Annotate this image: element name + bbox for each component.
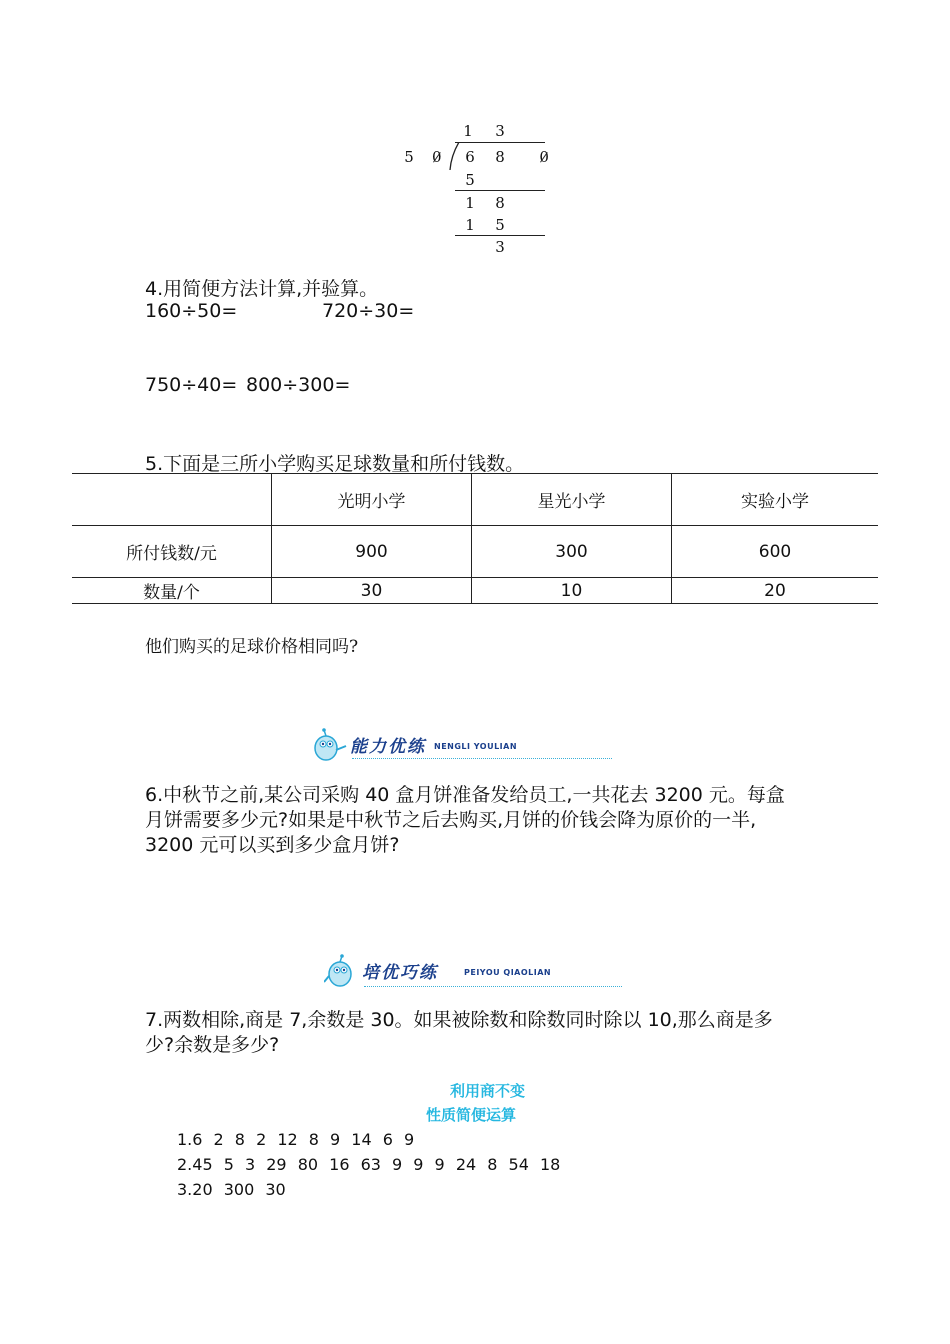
q4-expr: 750÷40= [145,374,238,396]
answer-line: 3.20 300 30 [177,1180,286,1199]
step-line [455,190,545,191]
dividend-digit-crossed: 0 [539,148,549,166]
q6-line: 月饼需要多少元?如果是中秋节之后去购买,月饼的价钱会降为原价的一半, [145,809,757,831]
step-digit: 1 [465,216,475,234]
section-banner [312,728,622,764]
dividend-digit: 8 [495,148,505,166]
q7-line: 少?余数是多少? [145,1034,280,1056]
divisor-digit: 5 [404,148,414,166]
table-header: 星光小学 [472,474,672,526]
robot-mascot-icon [324,954,364,990]
banner-underline [352,758,612,759]
q6-line: 3200 元可以买到多少盒月饼? [145,834,400,856]
division-bar [455,142,545,143]
table-row [72,526,878,578]
table-cell: 10 [472,578,672,604]
banner-title: 培优巧练 [362,963,438,983]
step-digit: 8 [495,194,505,212]
long-division [395,118,555,258]
tip-line: 利用商不变 [450,1082,526,1100]
football-table [72,473,878,604]
dividend-digit: 6 [465,148,475,166]
q6-line: 6.中秋节之前,某公司采购 40 盒月饼准备发给员工,一共花去 3200 元。每盒 [145,784,785,806]
banner-title: 能力优练 [350,737,426,757]
table-cell: 20 [672,578,879,604]
section-banner [324,954,624,990]
answer-line: 1.6 2 8 2 12 8 9 14 6 9 [177,1130,415,1149]
q4-title: 4.用简便方法计算,并验算。 [145,278,379,300]
robot-mascot-icon [312,728,352,764]
banner-subtitle: NENGLI YOULIAN [434,742,518,751]
q4-expr: 160÷50= [145,300,238,322]
table-cell: 300 [472,526,672,578]
step-digit: 5 [495,216,505,234]
table-cell: 600 [672,526,879,578]
table-row [72,474,878,526]
tip-line: 性质简便运算 [426,1106,517,1124]
step-line [455,235,545,236]
banner-underline [364,986,622,987]
q7-line: 7.两数相除,商是 7,余数是 30。如果被除数和除数同时除以 10,那么商是多 [145,1009,773,1031]
banner-subtitle: PEIYOU QIAOLIAN [464,968,552,977]
table-cell: 900 [272,526,472,578]
row-label: 数量/个 [72,578,272,604]
step-digit: 5 [465,171,475,189]
table-header: 实验小学 [672,474,879,526]
step-digit: 1 [465,194,475,212]
answer-line: 2.45 5 3 29 80 16 63 9 9 9 24 8 54 18 [177,1155,561,1174]
table-cell [72,474,272,526]
remainder-digit: 3 [495,238,505,256]
divisor-digit-crossed: 0 [432,148,442,166]
table-row [72,578,878,604]
table-cell: 30 [272,578,472,604]
quotient-digit: 1 [463,122,473,140]
q4-expr: 800÷300= [246,374,351,396]
table-header: 光明小学 [272,474,472,526]
q5-question: 他们购买的足球价格相同吗? [145,637,359,657]
q4-expr: 720÷30= [322,300,415,322]
q5-title: 5.下面是三所小学购买足球数量和所付钱数。 [145,453,525,475]
quotient-digit: 3 [495,122,505,140]
division-bracket [449,142,461,170]
row-label: 所付钱数/元 [72,526,272,578]
